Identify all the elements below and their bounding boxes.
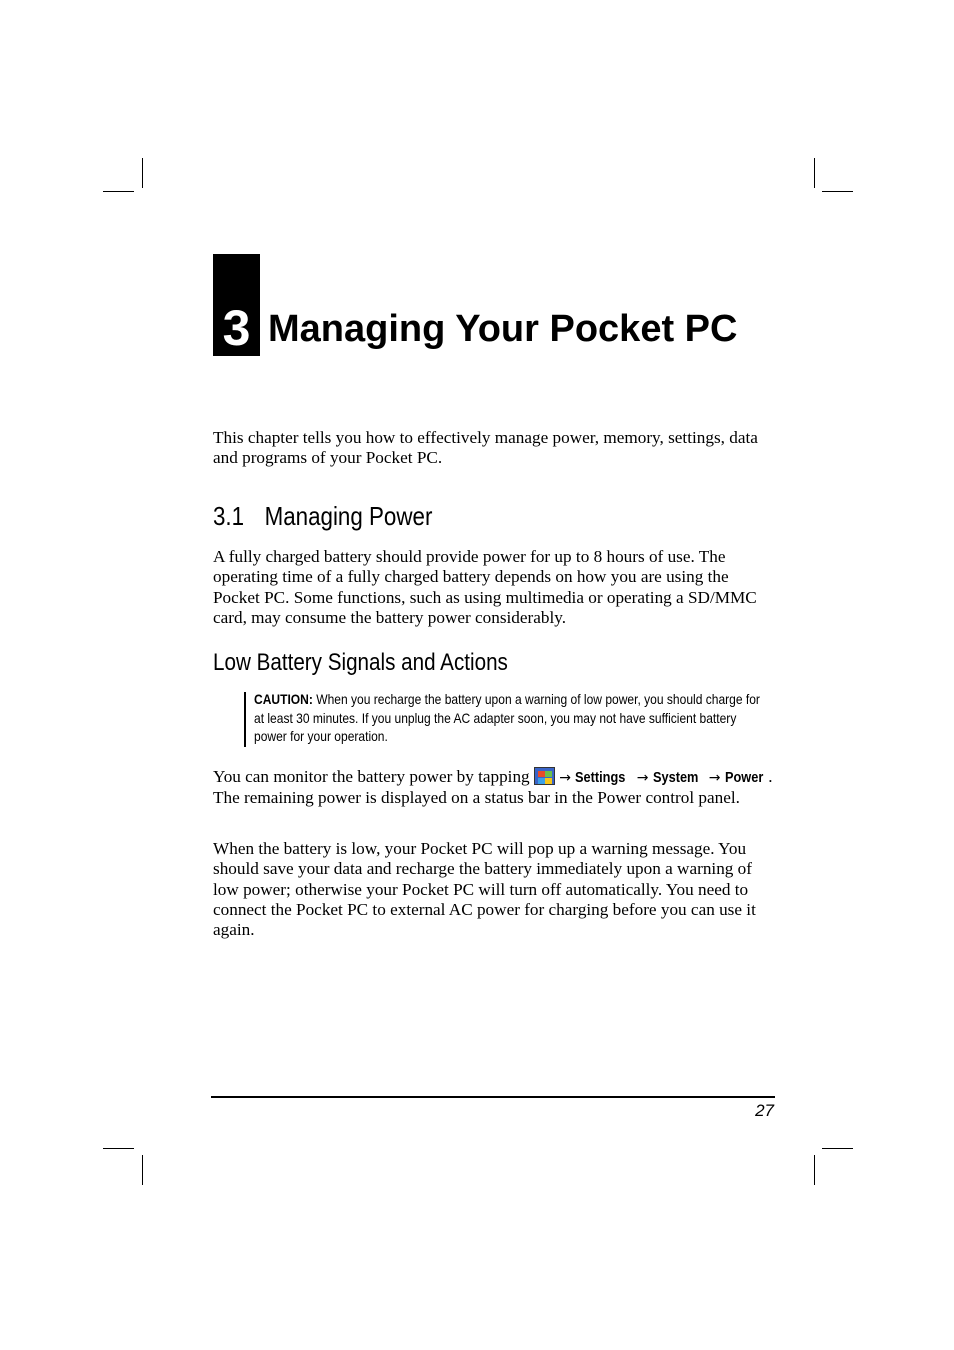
caution-label: CAUTION: — [254, 691, 313, 707]
section-title: Managing Power — [264, 501, 433, 531]
windows-start-icon — [534, 767, 555, 785]
section-paragraph: A fully charged battery should provide power for up to 8 hours of use. The operating time of a fully charged battery depends on how you are using the Pocket PC. Some functions, such as using multimedia or operating a SD/MMC card, may consume the battery power considerably. — [213, 547, 757, 627]
crop-mark-top-left-h — [103, 191, 134, 192]
chapter-intro: This chapter tells you how to effectively manage power, memory, settings, data and programs of your Pocket PC. — [213, 428, 758, 468]
section-heading — [213, 498, 432, 534]
crop-mark-bottom-right-v — [814, 1155, 815, 1185]
crop-mark-bottom-right-h — [822, 1148, 853, 1149]
monitor-suffix: . The remaining power is displayed on a status bar in the Power control panel. — [213, 767, 773, 808]
chapter-number-box — [213, 254, 260, 356]
nav-system: System — [652, 770, 699, 786]
chapter-number: 3 — [222, 300, 251, 356]
monitor-paragraph — [213, 767, 775, 809]
nav-arrow-icon: → — [636, 770, 649, 786]
page-number: 27 — [755, 1101, 774, 1120]
caution-text: When you recharge the battery upon a warning of low power, you should charge for at least 30 minutes. If you unplug the AC adapter soon, you may not have sufficient battery power for your operation. — [254, 691, 760, 745]
chapter-title: Managing Your Pocket PC — [268, 308, 738, 350]
nav-settings: Settings — [575, 770, 626, 786]
crop-mark-bottom-left-h — [103, 1148, 134, 1149]
subsection-heading: Low Battery Signals and Actions — [213, 649, 508, 676]
caution-bar — [244, 692, 246, 747]
nav-arrow-icon: → — [559, 770, 571, 786]
footer-rule — [211, 1096, 775, 1098]
crop-mark-top-right-h — [822, 191, 853, 192]
monitor-prefix: You can monitor the battery power by tapping — [213, 767, 534, 786]
nav-arrow-icon: → — [708, 770, 721, 786]
crop-mark-bottom-left-v — [142, 1155, 143, 1185]
nav-power: Power — [724, 770, 764, 786]
caution-note — [254, 690, 770, 746]
low-battery-paragraph: When the battery is low, your Pocket PC will pop up a warning message. You should save your data and recharge the battery immediately upon a warning of low power; otherwise your Pocket PC will turn off automatically. You need to connect the Pocket PC to external AC power for charging before you can use it again. — [213, 839, 756, 940]
crop-mark-top-left-v — [142, 158, 143, 188]
section-number: 3.1 — [213, 501, 245, 531]
crop-mark-top-right-v — [814, 158, 815, 188]
